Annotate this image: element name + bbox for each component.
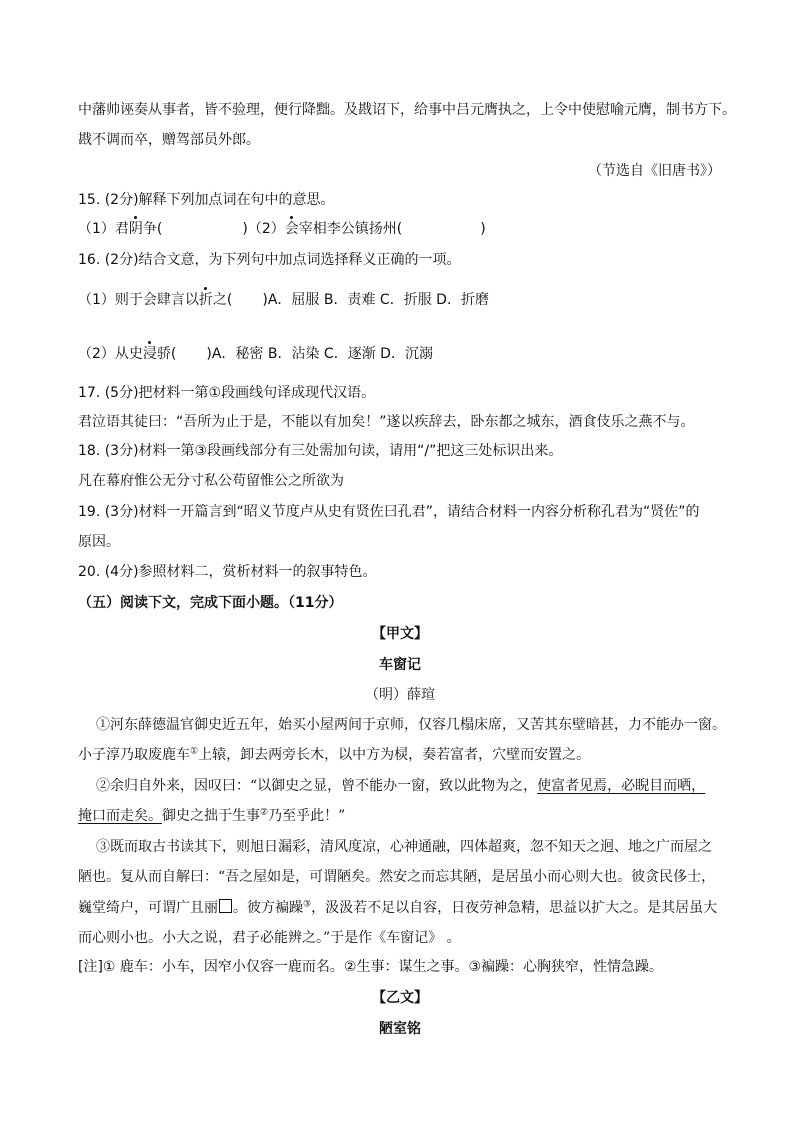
question-19-stem-line-2: 原因。 <box>78 534 120 550</box>
q16-item1-options: )A．屈服 B．责难 C．折服 D．折磨 <box>262 292 489 308</box>
q16-item2-dotted-word: 浸 <box>142 346 157 362</box>
question-18-text: 凡在幕府惟公无分寸私公苟留惟公之所欲为 <box>78 473 344 489</box>
jia-title: 车窗记 <box>379 657 421 673</box>
jia-paragraph-3-line-2: 陋也。复从而自解曰：“吾之屋如是，可谓陋矣。然安之而忘其陋，是居虽小而心则大也。彼贪民侈士， <box>78 869 716 885</box>
jia-paragraph-3-line-3 <box>78 899 717 917</box>
jia-p2-text-c: 乃至乎此！” <box>268 808 346 824</box>
section-5-heading: （五）阅读下文，完成下面小题。（11分） <box>78 595 343 611</box>
jia-p2-underlined-b: 掩口而走矣。 <box>78 808 162 824</box>
q15-item2-close: ) <box>480 221 486 237</box>
q15-item1-close: ) <box>242 221 248 237</box>
yi-label: 【乙文】 <box>372 990 428 1006</box>
q15-item2-prefix: （2） <box>247 221 285 237</box>
question-19-stem-line-1: 19. (3分)材料一开篇言到“昭义节度卢从史有贤佐曰孔君”，请结合材料一内容分析称孔君为“贤佐”的 <box>78 504 700 520</box>
passage-source: （节选自《旧唐书》） <box>588 163 721 179</box>
passage-line-2: 戡不调而卒，赠驾部员外郎。 <box>78 132 260 148</box>
q16-item2-post: 骄( <box>156 346 177 362</box>
question-15-stem: 15. (2分)解释下列加点词在句中的意思。 <box>78 192 335 208</box>
question-20-stem: 20. (4分)参照材料二，赏析材料一的叙事特色。 <box>78 564 377 580</box>
jia-p2-text-a: ②余归自外来，因叹曰：“以御史之显，曾不能办一窗，致以此物为之， <box>96 778 538 794</box>
q16-item1-dotted-word: 折 <box>198 292 213 308</box>
jia-author: （明）薛瑄 <box>365 687 435 703</box>
jia-p2-text-b: 御史之拙于生事 <box>162 808 260 824</box>
note-ref-2: ② <box>260 807 269 818</box>
question-18-stem: 18. (3分)材料一第③段画线部分有三处需加句读，请用“/”把这三处标识出来。 <box>78 443 563 459</box>
jia-notes: [注]① 鹿车：小车，因窄小仅容一鹿而名。②生事：谋生之事。③褊躁：心胸狭窄，性情急躁。 <box>78 959 664 975</box>
question-16-item-1 <box>78 291 489 309</box>
q15-item2-dotted-word: 会 <box>284 221 299 237</box>
q15-item2-rest: 宰相李公镇扬州( <box>298 221 403 237</box>
jia-label: 【甲文】 <box>372 626 428 642</box>
question-17-text: 君泣语其徒曰：“吾所为止于是，不能以有加矣！”遂以疾辞去，卧东都之城东，酒食伎乐之燕不与。 <box>78 414 695 430</box>
jia-p3-text-b: 。彼方褊躁 <box>233 900 303 916</box>
jia-p1-text-a: 小子淳乃取废鹿车 <box>78 747 190 763</box>
jia-paragraph-1-line-2 <box>78 746 590 764</box>
yi-title: 陋室铭 <box>379 1021 421 1037</box>
q16-item2-prefix: （2）从史 <box>78 346 143 362</box>
jia-paragraph-2-line-2 <box>78 807 345 825</box>
q16-item1-prefix: （1）则于会肆言以 <box>78 292 199 308</box>
jia-p3-text-a: 巍堂绮户，可谓广且丽 <box>78 900 218 916</box>
jia-p3-text-c: ，汲汲若不足以自容，日夜劳神急精，思益以扩大之。是其居虽大 <box>311 900 718 916</box>
q15-item1-dotted-word: 阴 <box>128 221 143 237</box>
jia-p2-underlined-a: 使富者见焉，必睨目而哂， <box>537 778 706 794</box>
jia-paragraph-1-line-1: ①河东薛德温官御史近五年，始买小屋两间于京师，仅容几榻床席，又苦其东壁暗甚，力不能办一窗。 <box>96 717 726 733</box>
question-16-stem: 16. (2分)结合文意，为下列句中加点词选择释义正确的一项。 <box>78 252 461 268</box>
note-ref-3: ③ <box>303 899 312 910</box>
q15-item1-rest: 争( <box>142 221 163 237</box>
question-17-stem: 17. (5分)把材料一第①段画线句译成现代汉语。 <box>78 385 376 401</box>
note-ref-1: ① <box>190 746 199 757</box>
passage-line-1: 中藩帅诬奏从事者，皆不验理，便行降黜。及戡诏下，给事中吕元膺执之，上令中使慰喻元膺，制书方下。 <box>78 102 736 118</box>
blank-box[interactable] <box>219 899 232 913</box>
question-15-items <box>78 220 486 238</box>
jia-paragraph-2-line-1 <box>96 777 705 795</box>
jia-p1-text-b: 上辕，卸去两旁长木，以中方为棂，奏若富者，穴壁而安置之。 <box>198 747 591 763</box>
question-16-item-2 <box>78 345 433 363</box>
q15-item1-prefix: （1）君 <box>78 221 129 237</box>
jia-paragraph-3-line-4: 而心则小也。小大之说，君子必能辨之。”于是作《车窗记》 。 <box>78 930 461 946</box>
jia-paragraph-3-line-1: ③既而取古书读其下，则旭日漏彩，清风度凉，心神通融，四体超爽，忽不知天之迥、地之广而屋之 <box>96 839 712 855</box>
q16-item2-options: )A．秘密 B．沾染 C．逐渐 D．沉溺 <box>206 346 433 362</box>
q16-item1-post: 之( <box>212 292 233 308</box>
